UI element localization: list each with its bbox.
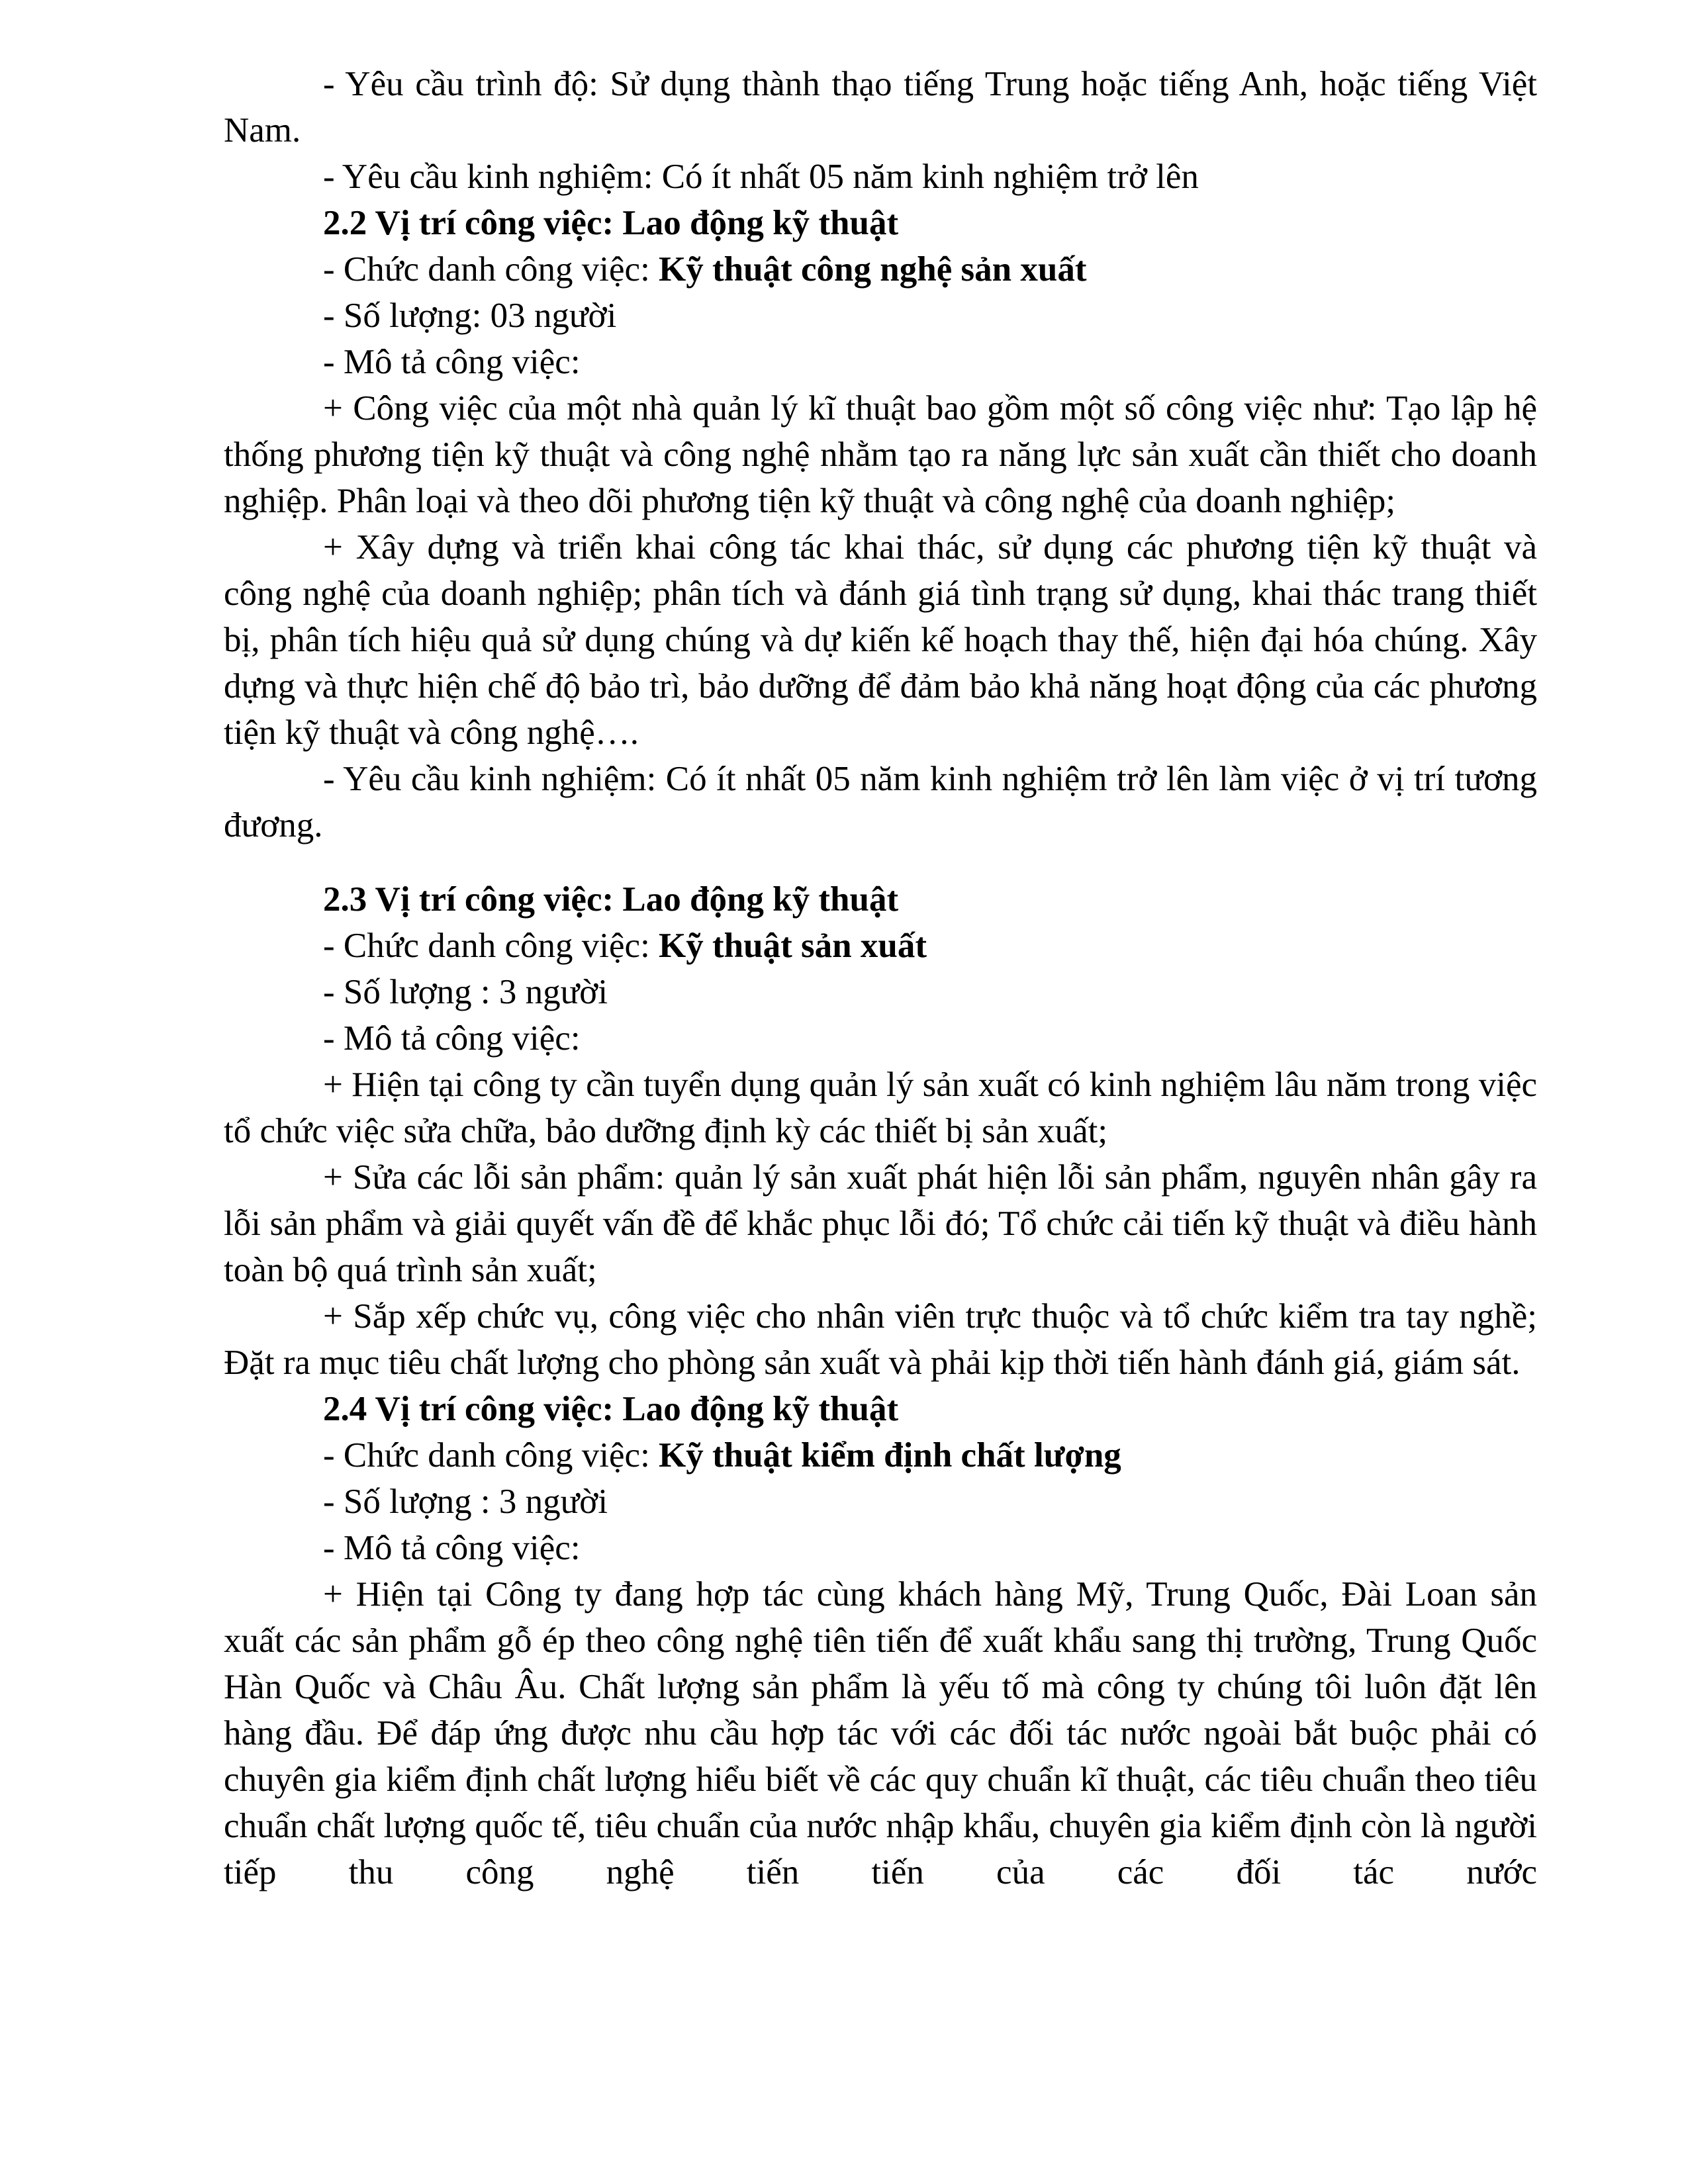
description-bullet-2-4-1: + Hiện tại Công ty đang hợp tác cùng khách hàng Mỹ, Trung Quốc, Đài Loan sản xuất các sản phẩm gỗ ép theo công nghệ tiên tiến để xuất khẩu sang thị trường, Trung Quốc Hàn Quốc và Châu Âu. Chất lượng sản phẩm là yếu tố mà công ty chúng tôi luôn đặt lên hàng đầu. Để đáp ứng được nhu cầu hợp tác với các đối tác nước ngoài bắt buộc phải có chuyên gia kiểm định chất lượng hiểu biết về các quy chuẩn kĩ thuật, các tiêu chuẩn theo tiêu chuẩn chất lượng quốc tế, tiêu chuẩn của nước nhập khẩu, chuyên gia kiểm định còn là người tiếp thu công nghệ tiến tiến của các đối tác nước [224, 1575, 1537, 1891]
description-bullet-2-3-3: + Sắp xếp chức vụ, công việc cho nhân viên trực thuộc và tổ chức kiểm tra tay nghề; Đặt ra mục tiêu chất lượng cho phòng sản xuất và phải kịp thời tiến hành đánh giá, giám sát. [224, 1297, 1537, 1382]
description-bullet-2-3-2: + Sửa các lỗi sản phẩm: quản lý sản xuất phát hiện lỗi sản phẩm, nguyên nhân gây ra lỗi sản phẩm và giải quyết vấn đề để khắc phục lỗi đó; Tổ chức cải tiến kỹ thuật và điều hành toàn bộ quá trình sản xuất; [224, 1158, 1537, 1289]
job-title-label: - Chức danh công việc: [323, 250, 659, 289]
section-heading-2-3 [224, 876, 1537, 923]
experience-line-2-2: - Yêu cầu kinh nghiệm: Có ít nhất 05 năm kinh nghiệm trở lên làm việc ở vị trí tương đương. [224, 760, 1537, 844]
job-title-line-2-4 [224, 1432, 1537, 1479]
heading-text: 2.3 Vị trí công việc: Lao động kỹ thuật [323, 880, 899, 919]
description-bullet-2-3-1: + Hiện tại công ty cần tuyển dụng quản lý sản xuất có kinh nghiệm lâu năm trong việc tổ chức việc sửa chữa, bảo dưỡng định kỳ các thiết bị sản xuất; [224, 1066, 1537, 1150]
heading-text: 2.4 Vị trí công việc: Lao động kỹ thuật [323, 1390, 899, 1428]
requirement-level: - Yêu cầu trình độ: Sử dụng thành thạo tiếng Trung hoặc tiếng Anh, hoặc tiếng Việt Nam. [224, 65, 1537, 150]
section-heading-2-2 [224, 200, 1537, 246]
document-page [224, 61, 1537, 1895]
description-label-2-4: - Mô tả công việc: [323, 1529, 581, 1567]
description-bullet-2-2-1: + Công việc của một nhà quản lý kĩ thuật bao gồm một số công việc như: Tạo lập hệ thống phương tiện kỹ thuật và công nghệ nhằm tạo ra năng lực sản xuất cần thiết cho doanh nghiệp. Phân loại và theo dõi phương tiện kỹ thuật và công nghệ của doanh nghiệp; [224, 389, 1537, 520]
heading-text: 2.2 Vị trí công việc: Lao động kỹ thuật [323, 204, 899, 242]
requirement-experience: - Yêu cầu kinh nghiệm: Có ít nhất 05 năm kinh nghiệm trở lên [323, 158, 1199, 196]
description-label-2-3: - Mô tả công việc: [323, 1019, 581, 1058]
section-heading-2-4 [224, 1386, 1537, 1432]
quantity-line-2-3: - Số lượng : 3 người [323, 973, 608, 1011]
section-spacer [224, 848, 1537, 876]
job-title-label: - Chức danh công việc: [323, 1436, 659, 1475]
description-bullet-2-2-2: + Xây dựng và triển khai công tác khai thác, sử dụng các phương tiện kỹ thuật và công nghệ của doanh nghiệp; phân tích và đánh giá tình trạng sử dụng, khai thác trang thiết bị, phân tích hiệu quả sử dụng chúng và dự kiến kế hoạch thay thế, hiện đại hóa chúng. Xây dựng và thực hiện chế độ bảo trì, bảo dưỡng để đảm bảo khả năng hoạt động của các phương tiện kỹ thuật và công nghệ…. [224, 528, 1537, 752]
job-title-value: Kỹ thuật kiểm định chất lượng [659, 1436, 1121, 1475]
job-title-value: Kỹ thuật công nghệ sản xuất [659, 250, 1087, 289]
quantity-line-2-2: - Số lượng: 03 người [323, 296, 617, 335]
job-title-value: Kỹ thuật sản xuất [659, 927, 927, 965]
description-label-2-2: - Mô tả công việc: [323, 343, 581, 381]
job-title-line-2-3 [224, 923, 1537, 969]
quantity-line-2-4: - Số lượng : 3 người [323, 1482, 608, 1521]
job-title-line-2-2 [224, 246, 1537, 293]
job-title-label: - Chức danh công việc: [323, 927, 659, 965]
